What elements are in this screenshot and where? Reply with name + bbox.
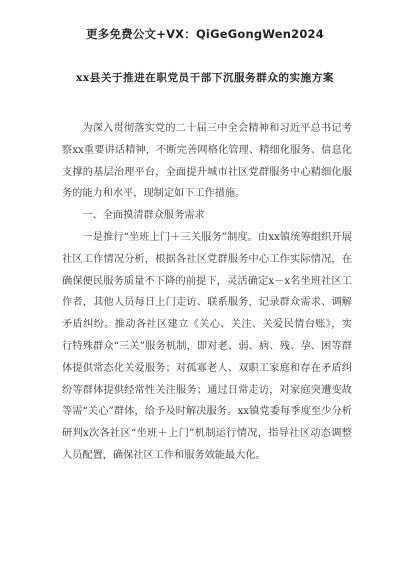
section-paragraph: 一是推行“坐班上门＋三关服务”制度。由xx镇统筹组织开展社区工作情况分析，根据各社区党群服务中心工作实际情况，在确保便民服务质量不下降的前提下，灵活确定x－x名坐班社区工作者，其他人员每日上门走访、联系服务，记录群众需求、调解矛盾纠纷。推动各社区建立《关心、关注、关爱民情台账》，实行特殊群众“三关”服务机制，即对老、弱、病、残、孕、困等群体提供常态化关爱服务；对孤寡老人、双职工家庭和存在矛盾纠纷等群体提供经常性关注服务；通过日常走访，对家庭突遭变故等需“关心”群体，给予及时解决服务。xx镇党委每季度至少分析研判x次各社区“坐班＋上门”机制运行情况，指导社区动态调整人员配置，确保社区工作和服务效能最大化。	[62, 231, 352, 461]
intro-paragraph: 为深入贯彻落实党的二十届三中全会精神和习近平总书记考察xx重要讲话精神，不断完善网格化管理、精细化服务、信息化支撑的基层治理平台，全面提升城市社区党群服务中心精细化服务的能力和水平，现制定如下工作措施。	[62, 123, 352, 200]
section-heading: 一、全面摸清群众服务需求	[82, 210, 205, 222]
document-title: xx县关于推进在职党员干部下沉服务群众的实施方案	[76, 72, 334, 84]
promo-banner: 更多免费公文+VX：QiGeGongWen2024	[86, 27, 324, 41]
document-body	[62, 118, 352, 467]
